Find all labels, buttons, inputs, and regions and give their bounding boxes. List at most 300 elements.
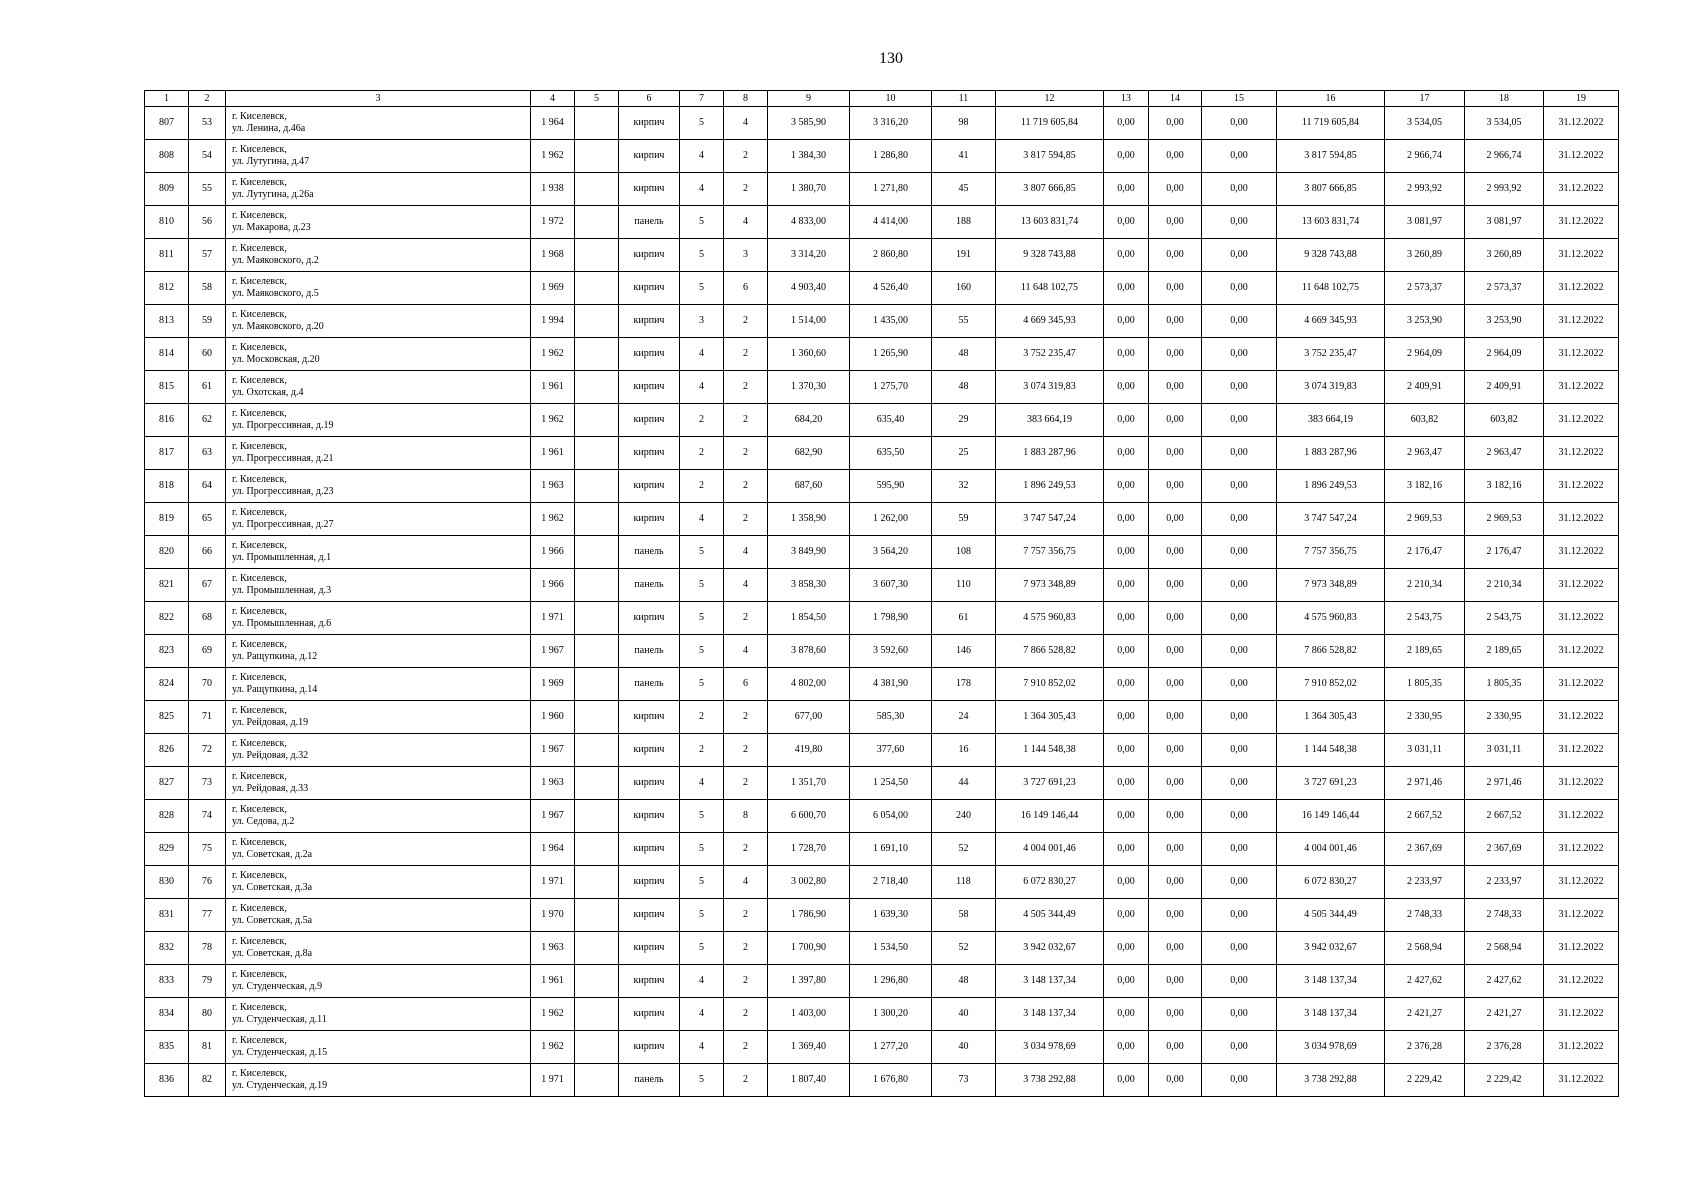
unit-cost-limit-cell: 1 805,35 [1465,668,1544,701]
wall-material-cell: кирпич [619,140,680,173]
address-cell [226,668,531,701]
address-city: г. Киселевск, [232,903,287,914]
total-area-cell: 1 380,70 [768,173,850,206]
cost-total-cell: 1 144 548,38 [996,734,1104,767]
table-row [145,569,1619,602]
living-area-cell: 1 639,30 [850,899,932,932]
row-number-cell: 810 [145,206,189,239]
unit-cost-limit-cell: 3 253,90 [1465,305,1544,338]
living-area-cell: 1 265,90 [850,338,932,371]
column-15-value-cell: 0,00 [1202,503,1277,536]
living-area-cell: 4 526,40 [850,272,932,305]
wall-material-cell: кирпич [619,338,680,371]
deadline-date-cell: 31.12.2022 [1544,833,1619,866]
table-row [145,371,1619,404]
floors-cell: 5 [680,668,724,701]
cost-total-cell: 3 034 978,69 [996,1031,1104,1064]
total-area-cell: 1 514,00 [768,305,850,338]
address-street: ул. Рейдовая, д.32 [232,750,309,761]
column-14-value-cell: 0,00 [1149,1064,1202,1097]
address-street: ул. Маяковского, д.2 [232,255,319,266]
cost-total-cell: 16 149 146,44 [996,800,1104,833]
cost-fund-cell: 3 148 137,34 [1277,998,1385,1031]
column-13-value-cell: 0,00 [1104,437,1149,470]
address-city: г. Киселевск, [232,276,287,287]
entrances-cell: 8 [724,800,768,833]
year-built-cell: 1 968 [531,239,575,272]
column-13-value-cell: 0,00 [1104,206,1149,239]
deadline-date-cell: 31.12.2022 [1544,371,1619,404]
address-cell [226,404,531,437]
unit-cost-limit-cell: 2 210,34 [1465,569,1544,602]
column-15-value-cell: 0,00 [1202,437,1277,470]
unit-cost-limit-cell: 3 081,97 [1465,206,1544,239]
column-15-value-cell: 0,00 [1202,602,1277,635]
year-built-cell: 1 964 [531,833,575,866]
floors-cell: 4 [680,371,724,404]
total-area-cell: 1 397,80 [768,965,850,998]
column-13-value-cell: 0,00 [1104,404,1149,437]
column-15-value-cell: 0,00 [1202,899,1277,932]
cost-total-cell: 9 328 743,88 [996,239,1104,272]
column-number-row [145,91,1619,107]
living-area-cell: 3 564,20 [850,536,932,569]
column-13-value-cell: 0,00 [1104,536,1149,569]
column-5-value-cell [575,1031,619,1064]
unit-cost-cell: 3 260,89 [1385,239,1465,272]
entrances-cell: 2 [724,140,768,173]
floors-cell: 4 [680,1031,724,1064]
wall-material-cell: кирпич [619,404,680,437]
unit-cost-limit-cell: 2 971,46 [1465,767,1544,800]
floors-cell: 4 [680,767,724,800]
column-header-1: 1 [145,91,189,107]
floors-cell: 5 [680,932,724,965]
floors-cell: 5 [680,536,724,569]
address-city: г. Киселевск, [232,144,287,155]
address-city: г. Киселевск, [232,408,287,419]
column-header-17: 17 [1385,91,1465,107]
unit-cost-limit-cell: 2 189,65 [1465,635,1544,668]
address-city: г. Киселевск, [232,309,287,320]
address-city: г. Киселевск, [232,441,287,452]
table-row [145,965,1619,998]
address-city: г. Киселевск, [232,804,287,815]
column-15-value-cell: 0,00 [1202,932,1277,965]
year-built-cell: 1 967 [531,800,575,833]
address-city: г. Киселевск, [232,111,287,122]
address-city: г. Киселевск, [232,837,287,848]
column-header-2: 2 [189,91,226,107]
table-body [145,107,1619,1097]
living-area-cell: 1 262,00 [850,503,932,536]
living-area-cell: 4 381,90 [850,668,932,701]
total-area-cell: 1 384,30 [768,140,850,173]
year-built-cell: 1 966 [531,569,575,602]
wall-material-cell: кирпич [619,239,680,272]
address-cell [226,239,531,272]
entrances-cell: 4 [724,635,768,668]
living-area-cell: 635,50 [850,437,932,470]
entrances-cell: 2 [724,503,768,536]
column-5-value-cell [575,833,619,866]
floors-cell: 5 [680,866,724,899]
total-area-cell: 4 833,00 [768,206,850,239]
column-15-value-cell: 0,00 [1202,272,1277,305]
floors-cell: 5 [680,272,724,305]
entrances-cell: 3 [724,239,768,272]
column-14-value-cell: 0,00 [1149,965,1202,998]
deadline-date-cell: 31.12.2022 [1544,1064,1619,1097]
address-street: ул. Студенческая, д.11 [232,1014,327,1025]
row-number-cell: 831 [145,899,189,932]
housing-register-table [144,90,1619,1097]
unit-cost-limit-cell: 3 534,05 [1465,107,1544,140]
residents-cell: 188 [932,206,996,239]
wall-material-cell: кирпич [619,272,680,305]
floors-cell: 5 [680,800,724,833]
address-cell [226,800,531,833]
cost-fund-cell: 13 603 831,74 [1277,206,1385,239]
deadline-date-cell: 31.12.2022 [1544,404,1619,437]
deadline-date-cell: 31.12.2022 [1544,107,1619,140]
address-cell [226,173,531,206]
year-built-cell: 1 961 [531,371,575,404]
column-13-value-cell: 0,00 [1104,635,1149,668]
year-built-cell: 1 964 [531,107,575,140]
local-number-cell: 65 [189,503,226,536]
entrances-cell: 2 [724,932,768,965]
column-5-value-cell [575,635,619,668]
unit-cost-limit-cell: 2 969,53 [1465,503,1544,536]
local-number-cell: 61 [189,371,226,404]
year-built-cell: 1 961 [531,437,575,470]
address-street: ул. Ращупкина, д.12 [232,651,318,662]
row-number-cell: 835 [145,1031,189,1064]
year-built-cell: 1 969 [531,272,575,305]
column-15-value-cell: 0,00 [1202,140,1277,173]
residents-cell: 59 [932,503,996,536]
row-number-cell: 832 [145,932,189,965]
column-13-value-cell: 0,00 [1104,767,1149,800]
column-14-value-cell: 0,00 [1149,734,1202,767]
entrances-cell: 2 [724,602,768,635]
residents-cell: 40 [932,1031,996,1064]
living-area-cell: 1 691,10 [850,833,932,866]
year-built-cell: 1 962 [531,404,575,437]
row-number-cell: 827 [145,767,189,800]
unit-cost-limit-cell: 2 409,91 [1465,371,1544,404]
local-number-cell: 70 [189,668,226,701]
address-cell [226,866,531,899]
address-street: ул. Рейдовая, д.19 [232,717,309,728]
column-14-value-cell: 0,00 [1149,173,1202,206]
column-14-value-cell: 0,00 [1149,437,1202,470]
address-city: г. Киселевск, [232,1002,287,1013]
deadline-date-cell: 31.12.2022 [1544,338,1619,371]
residents-cell: 48 [932,965,996,998]
address-street: ул. Советская, д.8а [232,948,313,959]
column-5-value-cell [575,932,619,965]
unit-cost-limit-cell: 2 427,62 [1465,965,1544,998]
local-number-cell: 78 [189,932,226,965]
entrances-cell: 2 [724,734,768,767]
column-5-value-cell [575,338,619,371]
address-street: ул. Седова, д.2 [232,816,295,827]
deadline-date-cell: 31.12.2022 [1544,899,1619,932]
address-cell [226,470,531,503]
column-13-value-cell: 0,00 [1104,899,1149,932]
column-5-value-cell [575,503,619,536]
address-cell [226,833,531,866]
deadline-date-cell: 31.12.2022 [1544,767,1619,800]
year-built-cell: 1 962 [531,503,575,536]
address-city: г. Киселевск, [232,177,287,188]
cost-fund-cell: 3 148 137,34 [1277,965,1385,998]
address-city: г. Киселевск, [232,705,287,716]
row-number-cell: 816 [145,404,189,437]
living-area-cell: 2 860,80 [850,239,932,272]
table-row [145,404,1619,437]
column-14-value-cell: 0,00 [1149,371,1202,404]
address-cell [226,107,531,140]
deadline-date-cell: 31.12.2022 [1544,140,1619,173]
address-street: ул. Маяковского, д.5 [232,288,319,299]
table-row [145,602,1619,635]
address-city: г. Киселевск, [232,1035,287,1046]
unit-cost-cell: 3 253,90 [1385,305,1465,338]
table-row [145,1031,1619,1064]
address-city: г. Киселевск, [232,969,287,980]
local-number-cell: 64 [189,470,226,503]
column-header-3: 3 [226,91,531,107]
column-header-15: 15 [1202,91,1277,107]
column-14-value-cell: 0,00 [1149,668,1202,701]
total-area-cell: 3 858,30 [768,569,850,602]
cost-total-cell: 3 148 137,34 [996,965,1104,998]
residents-cell: 160 [932,272,996,305]
page-number: 130 [879,50,903,67]
entrances-cell: 4 [724,107,768,140]
deadline-date-cell: 31.12.2022 [1544,536,1619,569]
address-cell [226,767,531,800]
row-number-cell: 836 [145,1064,189,1097]
floors-cell: 4 [680,140,724,173]
row-number-cell: 834 [145,998,189,1031]
unit-cost-limit-cell: 2 966,74 [1465,140,1544,173]
unit-cost-limit-cell: 3 031,11 [1465,734,1544,767]
column-15-value-cell: 0,00 [1202,338,1277,371]
address-cell [226,569,531,602]
table-row [145,833,1619,866]
unit-cost-cell: 3 182,16 [1385,470,1465,503]
address-cell [226,635,531,668]
living-area-cell: 6 054,00 [850,800,932,833]
address-city: г. Киселевск, [232,1068,287,1079]
wall-material-cell: кирпич [619,833,680,866]
column-14-value-cell: 0,00 [1149,932,1202,965]
cost-fund-cell: 1 883 287,96 [1277,437,1385,470]
column-5-value-cell [575,569,619,602]
column-5-value-cell [575,701,619,734]
unit-cost-cell: 2 568,94 [1385,932,1465,965]
total-area-cell: 3 878,60 [768,635,850,668]
floors-cell: 2 [680,734,724,767]
wall-material-cell: кирпич [619,932,680,965]
residents-cell: 16 [932,734,996,767]
cost-total-cell: 1 364 305,43 [996,701,1104,734]
column-header-12: 12 [996,91,1104,107]
column-14-value-cell: 0,00 [1149,107,1202,140]
residents-cell: 110 [932,569,996,602]
column-13-value-cell: 0,00 [1104,239,1149,272]
column-5-value-cell [575,866,619,899]
deadline-date-cell: 31.12.2022 [1544,800,1619,833]
residents-cell: 146 [932,635,996,668]
year-built-cell: 1 971 [531,866,575,899]
residents-cell: 61 [932,602,996,635]
column-13-value-cell: 0,00 [1104,701,1149,734]
floors-cell: 5 [680,206,724,239]
deadline-date-cell: 31.12.2022 [1544,1031,1619,1064]
unit-cost-limit-cell: 603,82 [1465,404,1544,437]
cost-total-cell: 11 648 102,75 [996,272,1104,305]
living-area-cell: 1 798,90 [850,602,932,635]
column-5-value-cell [575,371,619,404]
total-area-cell: 3 849,90 [768,536,850,569]
unit-cost-cell: 2 964,09 [1385,338,1465,371]
cost-total-cell: 3 807 666,85 [996,173,1104,206]
unit-cost-cell: 2 229,42 [1385,1064,1465,1097]
cost-total-cell: 3 752 235,47 [996,338,1104,371]
entrances-cell: 2 [724,1064,768,1097]
unit-cost-cell: 2 573,37 [1385,272,1465,305]
wall-material-cell: кирпич [619,602,680,635]
residents-cell: 52 [932,932,996,965]
column-14-value-cell: 0,00 [1149,536,1202,569]
column-5-value-cell [575,899,619,932]
table-row [145,503,1619,536]
column-13-value-cell: 0,00 [1104,503,1149,536]
column-15-value-cell: 0,00 [1202,470,1277,503]
residents-cell: 32 [932,470,996,503]
address-cell [226,998,531,1031]
unit-cost-cell: 2 421,27 [1385,998,1465,1031]
column-15-value-cell: 0,00 [1202,635,1277,668]
address-cell [226,536,531,569]
total-area-cell: 3 002,80 [768,866,850,899]
row-number-cell: 809 [145,173,189,206]
wall-material-cell: панель [619,569,680,602]
address-street: ул. Советская, д.5а [232,915,313,926]
address-street: ул. Прогрессивная, д.23 [232,486,334,497]
address-city: г. Киселевск, [232,573,287,584]
column-13-value-cell: 0,00 [1104,668,1149,701]
entrances-cell: 2 [724,470,768,503]
total-area-cell: 1 351,70 [768,767,850,800]
wall-material-cell: панель [619,668,680,701]
column-13-value-cell: 0,00 [1104,305,1149,338]
table-row [145,1064,1619,1097]
cost-total-cell: 3 074 319,83 [996,371,1104,404]
deadline-date-cell: 31.12.2022 [1544,173,1619,206]
year-built-cell: 1 970 [531,899,575,932]
column-5-value-cell [575,272,619,305]
residents-cell: 44 [932,767,996,800]
wall-material-cell: кирпич [619,701,680,734]
residents-cell: 178 [932,668,996,701]
cost-fund-cell: 11 648 102,75 [1277,272,1385,305]
cost-total-cell: 3 747 547,24 [996,503,1104,536]
table-row [145,338,1619,371]
unit-cost-cell: 2 376,28 [1385,1031,1465,1064]
cost-total-cell: 1 883 287,96 [996,437,1104,470]
column-5-value-cell [575,668,619,701]
deadline-date-cell: 31.12.2022 [1544,635,1619,668]
column-5-value-cell [575,1064,619,1097]
floors-cell: 3 [680,305,724,338]
address-city: г. Киселевск, [232,540,287,551]
column-13-value-cell: 0,00 [1104,734,1149,767]
local-number-cell: 58 [189,272,226,305]
wall-material-cell: панель [619,206,680,239]
row-number-cell: 813 [145,305,189,338]
floors-cell: 5 [680,239,724,272]
unit-cost-limit-cell: 2 568,94 [1465,932,1544,965]
column-14-value-cell: 0,00 [1149,635,1202,668]
total-area-cell: 1 403,00 [768,998,850,1031]
floors-cell: 4 [680,998,724,1031]
living-area-cell: 1 271,80 [850,173,932,206]
column-header-14: 14 [1149,91,1202,107]
table-row [145,305,1619,338]
total-area-cell: 682,90 [768,437,850,470]
total-area-cell: 1 728,70 [768,833,850,866]
living-area-cell: 3 316,20 [850,107,932,140]
residents-cell: 58 [932,899,996,932]
address-street: ул. Студенческая, д.9 [232,981,323,992]
floors-cell: 5 [680,602,724,635]
address-cell [226,437,531,470]
wall-material-cell: кирпич [619,503,680,536]
cost-fund-cell: 3 034 978,69 [1277,1031,1385,1064]
column-14-value-cell: 0,00 [1149,899,1202,932]
unit-cost-limit-cell: 2 421,27 [1465,998,1544,1031]
column-5-value-cell [575,437,619,470]
unit-cost-cell: 2 233,97 [1385,866,1465,899]
cost-total-cell: 1 896 249,53 [996,470,1104,503]
wall-material-cell: панель [619,536,680,569]
living-area-cell: 1 534,50 [850,932,932,965]
column-14-value-cell: 0,00 [1149,272,1202,305]
local-number-cell: 79 [189,965,226,998]
cost-total-cell: 7 757 356,75 [996,536,1104,569]
column-13-value-cell: 0,00 [1104,272,1149,305]
living-area-cell: 4 414,00 [850,206,932,239]
living-area-cell: 3 607,30 [850,569,932,602]
entrances-cell: 2 [724,305,768,338]
year-built-cell: 1 962 [531,338,575,371]
address-cell [226,932,531,965]
column-15-value-cell: 0,00 [1202,1064,1277,1097]
entrances-cell: 2 [724,404,768,437]
deadline-date-cell: 31.12.2022 [1544,206,1619,239]
living-area-cell: 1 275,70 [850,371,932,404]
address-street: ул. Рейдовая, д.33 [232,783,309,794]
residents-cell: 41 [932,140,996,173]
column-14-value-cell: 0,00 [1149,701,1202,734]
year-built-cell: 1 967 [531,635,575,668]
